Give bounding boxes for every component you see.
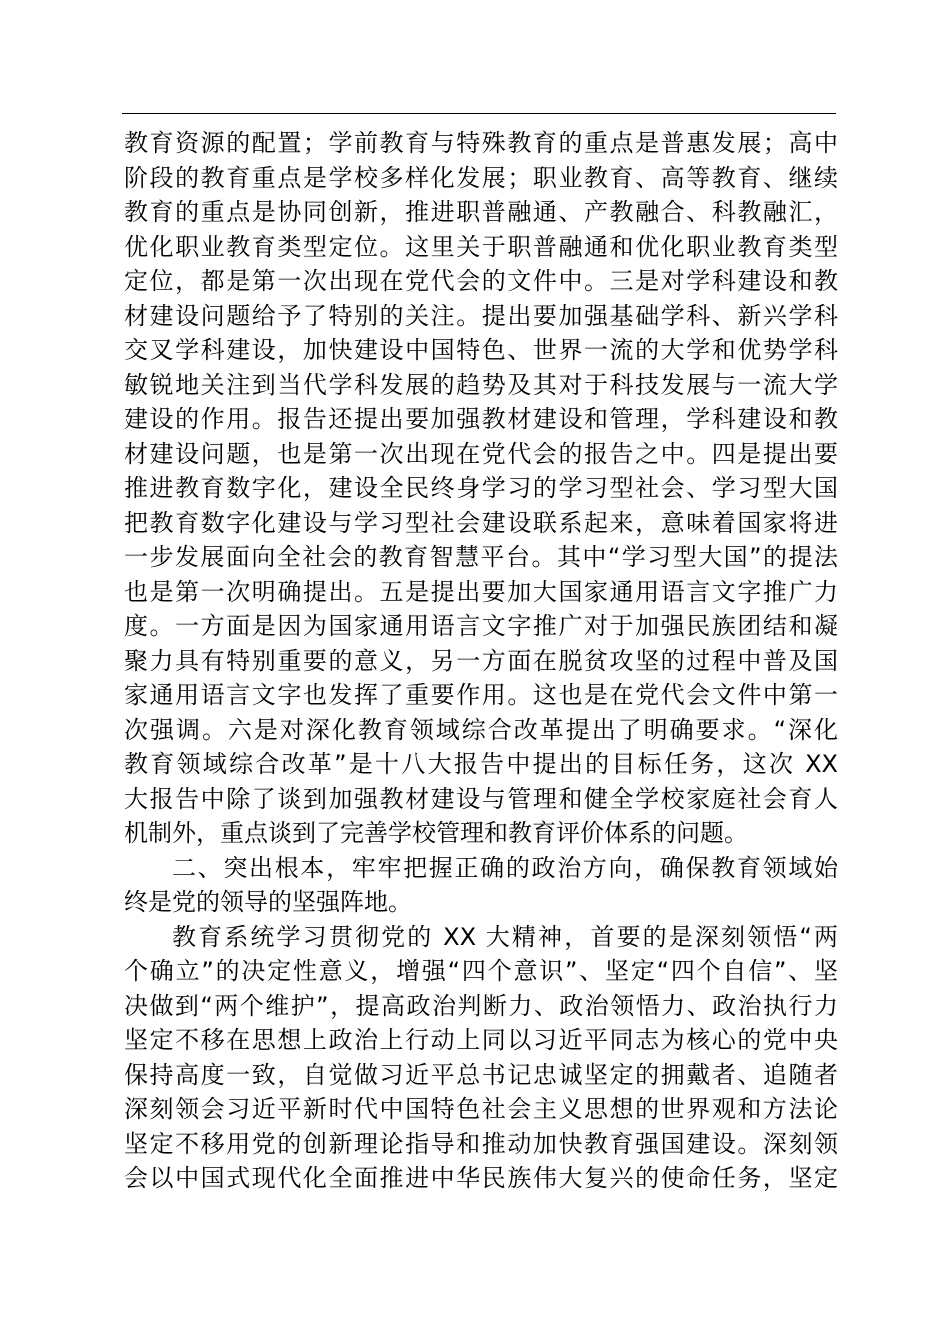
- text-line: 坚定不移在思想上政治上行动上同以习近平同志为核心的党中央: [124, 1026, 838, 1054]
- text-line: 也是第一次明确提出。五是提出要加大国家通用语言文字推广力: [124, 577, 838, 606]
- text-line: 决做到“两个维护”，提高政治判断力、政治领悟力、政治执行力: [124, 991, 838, 1020]
- text-line: 定位，都是第一次出现在党代会的文件中。三是对学科建设和教: [124, 267, 838, 295]
- text-line: 坚定不移用党的创新理论指导和推动加快教育强国建设。深刻领: [124, 1129, 838, 1158]
- header-rule: [122, 113, 836, 114]
- text-line: 敏锐地关注到当代学科发展的趋势及其对于科技发展与一流大学: [124, 370, 838, 399]
- text-line: 教育资源的配置；学前教育与特殊教育的重点是普惠发展；高中: [124, 129, 838, 157]
- text-line: 教育领域综合改革”是十八大报告中提出的目标任务，这次 XX: [124, 750, 838, 778]
- text-line: 一步发展面向全社会的教育智慧平台。其中“学习型大国”的提法: [124, 543, 838, 571]
- body-text: [124, 126, 838, 1196]
- text-line: 会以中国式现代化全面推进中华民族伟大复兴的使命任务，坚定: [124, 1164, 838, 1192]
- text-line: 个确立”的决定性意义，增强“四个意识”、坚定“四个自信”、坚: [124, 957, 838, 985]
- text-line: 交叉学科建设，加快建设中国特色、世界一流的大学和优势学科: [124, 336, 838, 364]
- text-line: 建设的作用。报告还提出要加强教材建设和管理，学科建设和教: [124, 405, 838, 433]
- text-line: 聚力具有特别重要的意义，另一方面在脱贫攻坚的过程中普及国: [124, 646, 838, 675]
- text-line: 机制外，重点谈到了完善学校管理和教育评价体系的问题。: [124, 819, 748, 847]
- text-line: 教育系统学习贯彻党的 XX 大精神，首要的是深刻领悟“两: [172, 922, 838, 951]
- text-line: 推进教育数字化，建设全民终身学习的学习型社会、学习型大国: [124, 474, 838, 502]
- text-line: 次强调。六是对深化教育领域综合改革提出了明确要求。“深化: [124, 715, 838, 744]
- text-line: 深刻领会习近平新时代中国特色社会主义思想的世界观和方法论: [124, 1095, 838, 1123]
- text-line: 把教育数字化建设与学习型社会建设联系起来，意味着国家将进: [124, 508, 838, 537]
- text-line: 二、突出根本，牢牢把握正确的政治方向，确保教育领域始: [172, 853, 838, 882]
- text-line: 材建设问题，也是第一次出现在党代会的报告之中。四是提出要: [124, 439, 838, 468]
- text-line: 保持高度一致，自觉做习近平总书记忠诚坚定的拥戴者、追随者: [124, 1060, 838, 1089]
- text-line: 教育的重点是协同创新，推进职普融通、产教融合、科教融汇，: [124, 198, 838, 226]
- text-line: 家通用语言文字也发挥了重要作用。这也是在党代会文件中第一: [124, 681, 838, 709]
- text-line: 阶段的教育重点是学校多样化发展；职业教育、高等教育、继续: [124, 163, 838, 192]
- text-line: 优化职业教育类型定位。这里关于职普融通和优化职业教育类型: [124, 232, 838, 261]
- text-line: 终是党的领导的坚强阵地。: [124, 888, 412, 916]
- text-line: 材建设问题给予了特别的关注。提出要加强基础学科、新兴学科: [124, 301, 838, 330]
- text-line: 大报告中除了谈到加强教材建设与管理和健全学校家庭社会育人: [124, 784, 838, 813]
- text-line: 度。一方面是因为国家通用语言文字推广对于加强民族团结和凝: [124, 612, 838, 640]
